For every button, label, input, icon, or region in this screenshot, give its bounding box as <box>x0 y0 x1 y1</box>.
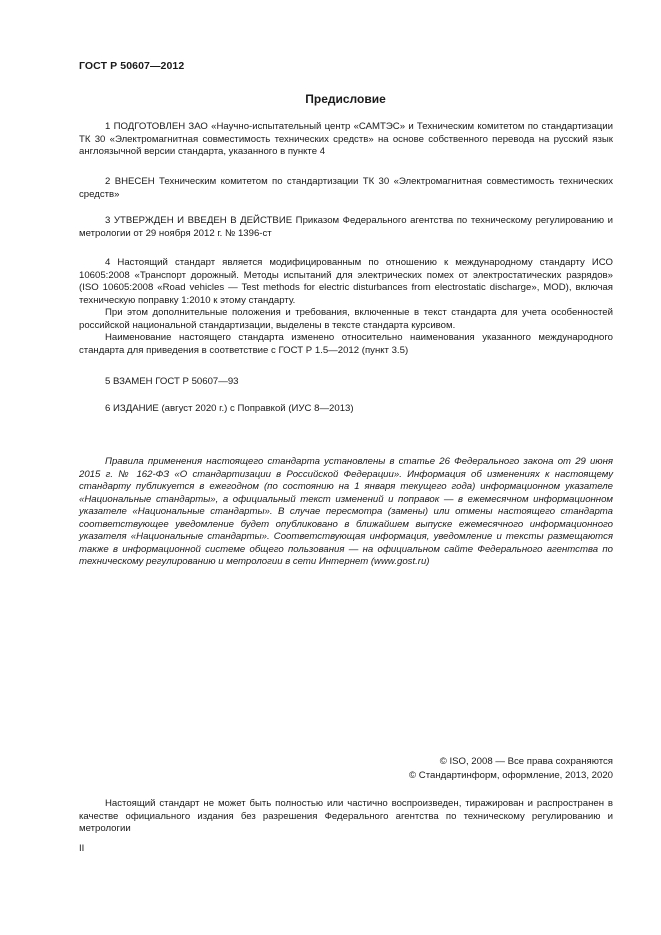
page-number: II <box>79 843 85 854</box>
preface-item-5 <box>79 376 613 389</box>
preface-item-2 <box>79 176 613 201</box>
paragraph: 3 УТВЕРЖДЕН И ВВЕДЕН В ДЕЙСТВИЕ Приказом Федерального агентства по техническому регулированию и метрологии от 29 ноября 2012 г. № 1396-ст <box>79 215 613 239</box>
preface-item-1 <box>79 121 613 159</box>
paragraph: 2 ВНЕСЕН Техническим комитетом по стандартизации ТК 30 «Электромагнитная совместимость технических средств» <box>79 176 613 200</box>
paragraph: 6 ИЗДАНИЕ (август 2020 г.) с Поправкой (ИУС 8—2013) <box>105 403 354 414</box>
preface-title <box>0 92 661 106</box>
preface-item-6 <box>79 403 613 416</box>
paragraph: 1 ПОДГОТОВЛЕН ЗАО «Научно-испытательный центр «САМТЭС» и Техническим комитетом по стандартизации ТК 30 «Электромагнитная совместимость технических средств» на основе собственного перевода на русский язык англоязычной версии стандарта, указанного в пункте 4 <box>79 121 613 157</box>
paragraph: Правила применения настоящего стандарта установлены в статье 26 Федерального закона от 29 июня 2015 г. № 162-ФЗ «О стандартизации в Российской Федерации». Информация об изменениях к настоящему стандарту публикуется в ежегодном (по состоянию на 1 января текущего года) информационном указателе «Национальные стандарты», а официальный текст изменений и поправок — в ежемесячном информационном указателе «Национальные стандарты». В случае пересмотра (замены) или отмены настоящего стандарта соответствующее уведомление будет опубликовано в ближайшем выпуске ежемесячного информационного указателя «Национальные стандарты». Соответствующая информация, уведомление и тексты размещаются также в информационной системе общего пользования — на официальном сайте Федерального агентства по техническому регулированию и метрологии в сети Интернет (www.gost.ru) <box>79 456 613 567</box>
usage-notice <box>79 456 613 569</box>
paragraph: При этом дополнительные положения и требования, включенные в текст стандарта для учета особенностей российской национальной стандартизации, выделены в тексте стандарта курсивом. <box>79 307 613 331</box>
standard-code-header: ГОСТ Р 50607—2012 <box>79 60 185 72</box>
preface-item-3 <box>79 215 613 240</box>
paragraph: Настоящий стандарт не может быть полностью или частично воспроизведен, тиражирован и распространен в качестве официального издания без разрешения Федерального агентства по техническому регулированию и метрологии <box>79 798 613 834</box>
preface-title-text: Предисловие <box>305 92 386 106</box>
paragraph: 5 ВЗАМЕН ГОСТ Р 50607—93 <box>105 376 239 387</box>
paragraph: Наименование настоящего стандарта изменено относительно наименования указанного международного стандарта для приведения в соответствие с ГОСТ Р 1.5—2012 (пункт 3.5) <box>79 332 613 356</box>
paragraph: 4 Настоящий стандарт является модифицированным по отношению к международному стандарту ИСО 10605:2008 «Транспорт дорожный. Методы испытаний для электрических помех от электростатических разрядов» (ISO 10605:2008 «Road vehicles — Test methods for electric disturbances from electrostatic discharge», MOD), включая техническую поправку 1:2010 к этому стандарту. <box>79 257 613 306</box>
copyright-standartinform: © Стандартинформ, оформление, 2013, 2020 <box>409 770 613 781</box>
reproduction-notice <box>79 798 613 836</box>
copyright-iso: © ISO, 2008 — Все права сохраняются <box>439 756 613 767</box>
preface-item-4 <box>79 257 613 357</box>
